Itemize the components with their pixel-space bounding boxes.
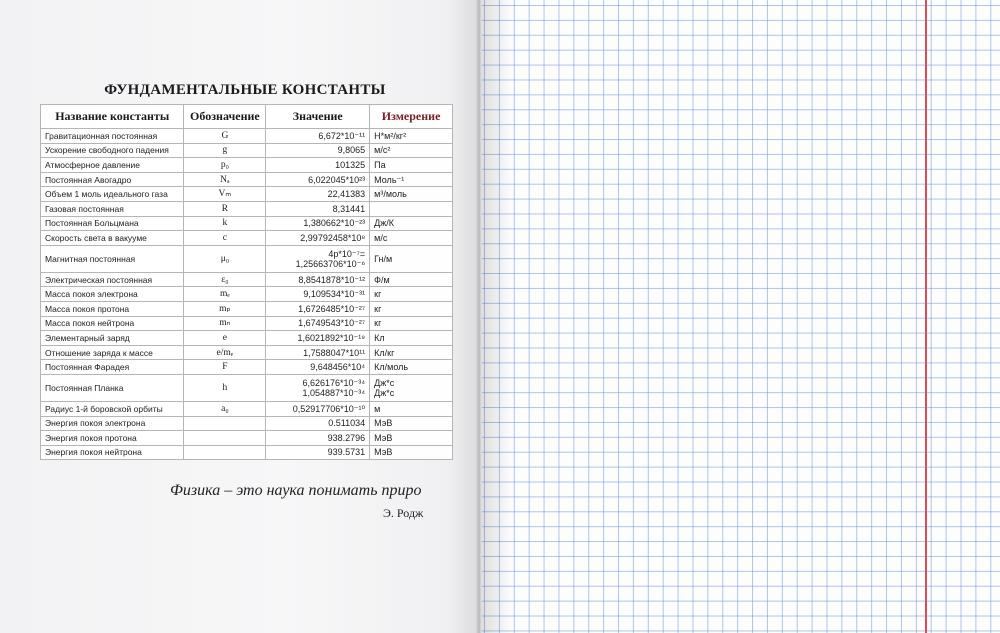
cell-value-text: 1,6021892*10⁻¹⁹ <box>297 332 366 343</box>
cell-value <box>266 445 370 460</box>
cell-symbol <box>184 401 266 416</box>
cell-value <box>266 316 370 331</box>
table-row <box>41 187 453 202</box>
cell-value-text: 6,672*10⁻¹¹ <box>318 130 366 141</box>
cell-name <box>41 172 184 187</box>
table-row <box>41 431 453 446</box>
cell-name <box>41 331 184 346</box>
cell-name-text: Постоянная Авогадро <box>45 174 132 185</box>
cell-symbol-text: ε₀ <box>221 274 229 285</box>
table-row <box>41 216 453 231</box>
cell-value <box>266 416 370 431</box>
cell-symbol <box>184 272 266 287</box>
cell-name-text: Элементарный заряд <box>45 332 130 343</box>
cell-name-text: Ускорение свободного падения <box>45 145 169 156</box>
cell-value-text: 1,054887*10⁻³⁴ <box>302 387 366 398</box>
cell-unit-text: м/с <box>374 232 388 243</box>
cell-unit-text: кг <box>374 303 382 314</box>
cell-symbol-text: F <box>222 362 228 373</box>
cell-name <box>41 445 184 460</box>
cell-unit <box>370 345 453 360</box>
cell-value <box>266 272 370 287</box>
cell-symbol-text: a₀ <box>221 403 229 414</box>
cell-name <box>41 345 184 360</box>
cell-unit <box>370 272 453 287</box>
cell-value-text: 6,626176*10⁻³⁴ <box>302 377 366 388</box>
cell-symbol <box>184 143 266 158</box>
cell-symbol <box>184 172 266 187</box>
cell-symbol <box>184 331 266 346</box>
cell-symbol <box>184 360 266 375</box>
cell-symbol-text: Vₘ <box>218 189 232 200</box>
margin-line <box>925 0 927 633</box>
cell-unit <box>370 374 453 401</box>
cell-name-text: Энергия покоя нейтрона <box>45 447 142 458</box>
cell-name-text: Отношение заряда к массе <box>45 347 153 358</box>
cell-name <box>41 401 184 416</box>
table-row <box>41 143 453 158</box>
table-row <box>41 231 453 246</box>
table-row <box>41 374 453 401</box>
cell-name <box>41 245 184 272</box>
cell-name-text: Электрическая постоянная <box>45 274 153 285</box>
page-fold-shadow <box>482 0 512 633</box>
cell-name-text: Скорость света в вакууме <box>45 232 147 243</box>
cell-symbol <box>184 187 266 202</box>
cell-value-text: 0.511034 <box>328 418 366 429</box>
cell-value <box>266 401 370 416</box>
cell-value <box>266 287 370 302</box>
cell-value <box>266 431 370 446</box>
cell-name <box>41 187 184 202</box>
cell-symbol <box>184 416 266 431</box>
cell-symbol <box>184 216 266 231</box>
cell-name-text: Атмосферное давление <box>45 159 141 170</box>
cell-name <box>41 316 184 331</box>
cell-value-text: 4p*10⁻⁷= <box>328 248 366 259</box>
cell-name <box>41 287 184 302</box>
cell-value-text: 22,41383 <box>327 189 366 200</box>
cell-symbol-text: Nₐ <box>220 174 230 185</box>
table-row <box>41 416 453 431</box>
cell-value-text: 1,7588047*10¹¹ <box>303 347 366 358</box>
cell-unit <box>370 445 453 460</box>
cell-name-text: Объем 1 моль идеального газа <box>45 189 168 200</box>
cell-unit-text: кг <box>374 318 382 329</box>
cell-name-text: Масса покоя протона <box>45 303 130 314</box>
cell-symbol <box>184 431 266 446</box>
cell-value <box>266 201 370 216</box>
cell-unit <box>370 231 453 246</box>
cell-unit <box>370 172 453 187</box>
cell-value <box>266 301 370 316</box>
cell-name <box>41 216 184 231</box>
grid-paper-page <box>482 0 1000 633</box>
cell-unit-text: кг <box>374 289 382 300</box>
cell-unit <box>370 216 453 231</box>
cell-name <box>41 301 184 316</box>
cell-unit <box>370 316 453 331</box>
cell-symbol <box>184 374 266 401</box>
cell-symbol-text: μ₀ <box>220 253 230 264</box>
page-title: ФУНДАМЕНТАЛЬНЫЕ КОНСТАНТЫ <box>104 82 386 98</box>
cell-name-text: Гравитационная постоянная <box>45 130 158 141</box>
cell-name-text: Постоянная Больцмана <box>45 218 139 229</box>
cell-unit <box>370 201 453 216</box>
cell-symbol <box>184 158 266 173</box>
cell-symbol-text: e <box>222 332 227 343</box>
table-row <box>41 201 453 216</box>
cell-unit <box>370 143 453 158</box>
cell-symbol-text: c <box>222 232 227 243</box>
header-name: Название константы <box>41 105 184 129</box>
table-row <box>41 172 453 187</box>
cell-name <box>41 272 184 287</box>
cell-unit <box>370 301 453 316</box>
cell-symbol <box>184 245 266 272</box>
cell-symbol-text: mₙ <box>219 318 231 329</box>
cell-symbol-text: R <box>221 203 229 214</box>
cell-name-text: Постоянная Фарадея <box>45 362 130 373</box>
table-row <box>41 401 453 416</box>
cell-symbol-text: k <box>222 218 228 229</box>
header-value: Значение <box>266 105 370 129</box>
cell-unit-text: МэВ <box>374 418 393 429</box>
cell-name <box>41 158 184 173</box>
cell-unit-text: Н*м²/кг² <box>374 130 407 141</box>
table-row <box>41 287 453 302</box>
cell-name <box>41 374 184 401</box>
cell-value <box>266 245 370 272</box>
cell-value <box>266 143 370 158</box>
table-header-row <box>41 105 453 129</box>
cell-name-text: Радиус 1-й боровской орбиты <box>45 403 163 414</box>
cell-value <box>266 158 370 173</box>
table-row <box>41 445 453 460</box>
cell-unit-text: м³/моль <box>374 189 407 200</box>
header-symbol: Обозначение <box>184 105 266 129</box>
cell-value-text: 8,8541878*10⁻¹² <box>298 274 366 285</box>
cell-name-text: Газовая постоянная <box>45 203 124 214</box>
cell-name-text: Масса покоя электрона <box>45 289 138 300</box>
cell-name-text: Энергия покоя электрона <box>45 418 146 429</box>
cell-name-text: Магнитная постоянная <box>45 253 136 264</box>
cell-symbol <box>184 445 266 460</box>
cell-value-text: 101325 <box>335 159 366 170</box>
cell-symbol-text: p₀ <box>220 159 229 170</box>
cell-symbol-text: G <box>221 130 229 141</box>
cell-value-text: 6,022045*10²³ <box>308 174 366 185</box>
cell-value <box>266 331 370 346</box>
cell-unit-text: Кл/моль <box>374 362 409 373</box>
cell-symbol-text: mₚ <box>219 303 231 314</box>
cell-unit-text: МэВ <box>374 432 393 443</box>
cell-name <box>41 143 184 158</box>
cell-value <box>266 129 370 144</box>
cell-symbol <box>184 201 266 216</box>
cell-value <box>266 374 370 401</box>
cell-symbol <box>184 287 266 302</box>
cell-symbol <box>184 316 266 331</box>
table-row <box>41 301 453 316</box>
cell-unit-text: Кл <box>374 332 385 343</box>
cell-value-text: 1,6749543*10⁻²⁷ <box>298 318 366 329</box>
quote-author: Э. Родж <box>383 506 424 520</box>
table-row <box>41 331 453 346</box>
cell-symbol <box>184 129 266 144</box>
cell-symbol-text: e/mₑ <box>216 347 234 358</box>
cell-value-text: 1,380662*10⁻²³ <box>303 218 366 229</box>
cell-name <box>41 360 184 375</box>
cell-unit <box>370 360 453 375</box>
cell-value-text: 1,25663706*10⁻⁶ <box>295 258 366 269</box>
cell-unit <box>370 401 453 416</box>
cell-value <box>266 345 370 360</box>
header-unit: Измерение <box>370 105 453 129</box>
table-row <box>41 129 453 144</box>
cell-name <box>41 431 184 446</box>
cell-unit <box>370 187 453 202</box>
cell-unit-text: Дж*с <box>374 387 395 398</box>
cell-value-text: 2,99792458*10⁸ <box>300 232 366 243</box>
cell-name <box>41 416 184 431</box>
cell-value-text: 8,31441 <box>332 203 366 214</box>
cell-value-text: 1,6726485*10⁻²⁷ <box>298 303 366 314</box>
cell-unit-text: Моль⁻¹ <box>374 174 405 185</box>
cell-unit <box>370 287 453 302</box>
cell-unit <box>370 331 453 346</box>
cell-value-text: 9,8065 <box>337 145 366 156</box>
cell-name-text: Энергия покоя протона <box>45 432 137 443</box>
cell-unit <box>370 245 453 272</box>
cell-value-text: 9,648456*10⁴ <box>310 362 366 373</box>
cell-symbol <box>184 231 266 246</box>
cell-unit-text: м <box>374 403 381 414</box>
cell-symbol <box>184 301 266 316</box>
cell-value <box>266 172 370 187</box>
cell-unit <box>370 129 453 144</box>
cell-unit-text: Дж*с <box>374 377 395 388</box>
cell-unit-text: Па <box>374 159 386 170</box>
cell-value-text: 9,109534*10⁻³¹ <box>303 289 366 300</box>
cell-unit <box>370 158 453 173</box>
cell-symbol-text: g <box>222 145 228 156</box>
cell-unit-text: Гн/м <box>374 253 393 264</box>
cell-name <box>41 231 184 246</box>
table-row <box>41 345 453 360</box>
cell-name <box>41 201 184 216</box>
cell-value <box>266 360 370 375</box>
cell-unit <box>370 416 453 431</box>
cell-symbol-text: h <box>222 382 228 393</box>
cell-unit-text: Дж/К <box>374 218 395 229</box>
table-row <box>41 158 453 173</box>
cell-value-text: 0,52917706*10⁻¹⁰ <box>292 403 366 414</box>
cell-value <box>266 231 370 246</box>
cell-value <box>266 216 370 231</box>
cell-name <box>41 129 184 144</box>
table-row <box>41 245 453 272</box>
cell-value <box>266 187 370 202</box>
cell-unit-text: Кл/кг <box>374 347 395 358</box>
cell-value-text: 938.2796 <box>327 432 366 443</box>
cell-unit-text: м/с² <box>374 145 391 156</box>
cell-name-text: Масса покоя нейтрона <box>45 318 135 329</box>
table-row <box>41 316 453 331</box>
table-row <box>41 360 453 375</box>
constants-table <box>40 104 453 460</box>
cell-symbol-text: mₑ <box>219 289 230 300</box>
cell-unit-text: Ф/м <box>374 274 390 285</box>
cell-value-text: 939.5731 <box>327 447 366 458</box>
cell-name-text: Постоянная Планка <box>45 382 124 393</box>
quote-text: Физика – это наука понимать приро <box>170 482 422 499</box>
table-row <box>41 272 453 287</box>
cell-unit-text: МэВ <box>374 447 393 458</box>
cell-unit <box>370 431 453 446</box>
cell-symbol <box>184 345 266 360</box>
